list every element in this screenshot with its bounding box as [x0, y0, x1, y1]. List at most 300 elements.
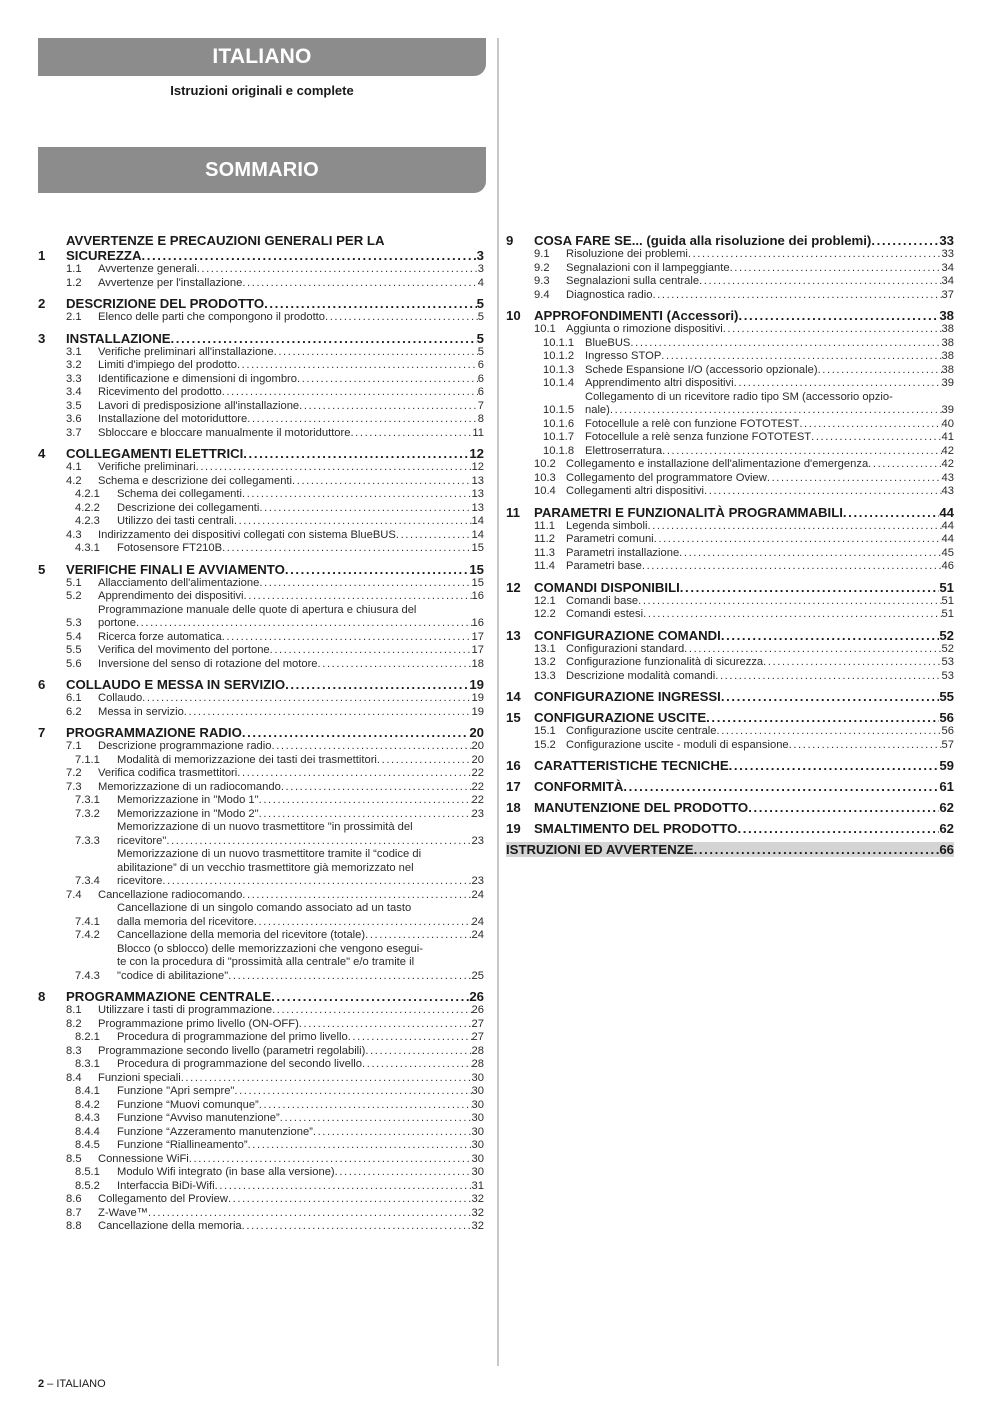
dot-leader	[171, 331, 477, 346]
toc-page-number: 61	[939, 779, 954, 794]
dot-leader	[818, 364, 942, 378]
toc-page-number: 13	[471, 474, 484, 487]
toc-row	[38, 794, 484, 808]
toc-entry-text	[117, 754, 472, 768]
toc-page-number: 43	[941, 471, 954, 484]
toc-entry-title: Inversione del senso di rotazione del motore	[98, 657, 318, 670]
toc-page-number: 24	[471, 929, 484, 941]
section-number: 10.1.7	[543, 431, 575, 443]
section-number: 8.4.1	[75, 1085, 100, 1097]
chapter-number: 14	[506, 689, 521, 704]
toc-entry-title: Utilizzare i tasti di programmazione	[98, 1004, 273, 1016]
toc-entry-text	[117, 794, 472, 808]
dot-leader	[721, 628, 940, 643]
toc-row	[506, 289, 954, 303]
chapter-number: 2	[38, 296, 46, 311]
toc-entry-title: Ingresso STOP	[585, 350, 662, 362]
toc-entry-title: CONFIGURAZIONE USCITE	[534, 710, 707, 725]
dot-leader	[297, 373, 478, 387]
dot-leader	[285, 677, 469, 692]
toc-entry-text	[98, 577, 472, 591]
toc-row	[506, 377, 954, 391]
subtitle: Istruzioni originali e complete	[170, 83, 354, 98]
dot-leader	[215, 1180, 472, 1194]
toc-entry-text	[117, 943, 484, 984]
toc-entry-title: Elenco delle parti che compongono il prodotto	[98, 311, 326, 323]
section-number: 2.1	[66, 311, 82, 323]
toc-row	[506, 485, 954, 499]
toc-page-number: 12	[471, 461, 484, 473]
toc-row	[38, 386, 484, 400]
toc-page-number: 3	[476, 248, 484, 263]
toc-entry-title-cont: ricevitore	[117, 875, 163, 887]
section-number: 1.1	[66, 263, 82, 275]
toc-page-number: 15	[469, 561, 484, 577]
toc-entry-title: Cancellazione di un singolo comando associato ad un tasto	[117, 902, 412, 914]
toc-entry-title: Avvertenze per l'installazione	[98, 276, 243, 289]
section-number: 8.6	[66, 1193, 82, 1205]
toc-entry-title: Limiti d'impiego del prodotto	[98, 359, 237, 371]
toc-entry-title: Memorizzazione in "Modo 1"	[117, 794, 259, 806]
toc-entry-text	[98, 461, 472, 475]
toc-page-number: 28	[471, 1058, 484, 1070]
toc-page-number: 25	[471, 969, 484, 982]
toc-row	[38, 373, 484, 387]
toc-entry-text	[566, 323, 942, 337]
dot-leader	[228, 970, 471, 984]
dot-leader	[242, 1220, 472, 1234]
toc-entry-text	[117, 515, 472, 529]
toc-entry-text	[566, 275, 942, 289]
toc-entry-text	[117, 1085, 472, 1099]
toc-entry-text	[98, 889, 472, 903]
toc-row	[38, 413, 484, 427]
toc-entry-text	[117, 1126, 472, 1140]
dot-leader	[234, 515, 472, 529]
toc-row	[38, 821, 484, 848]
toc-entry-title: PARAMETRI E FUNZIONALITÀ PROGRAMMABILI	[534, 504, 843, 520]
toc-row	[506, 608, 954, 622]
toc-row	[506, 364, 954, 378]
toc-row	[506, 418, 954, 432]
section-number: 10.4	[534, 485, 556, 497]
toc-page-number: 19	[469, 677, 484, 692]
dot-leader	[610, 404, 942, 418]
section-number: 10.1.6	[543, 417, 575, 430]
toc-row	[38, 1207, 484, 1221]
toc-chapter	[38, 677, 484, 719]
toc-page-number: 42	[941, 444, 954, 457]
toc-row	[506, 458, 954, 472]
section-number: 7.1.1	[75, 753, 100, 766]
toc-entry-text	[66, 296, 477, 311]
toc-entry-title: Ricerca forze automatica	[98, 630, 222, 643]
toc-page-number: 26	[469, 989, 484, 1004]
section-number: 6.1	[66, 692, 82, 704]
toc-entry-title: Memorizzazione in "Modo 2"	[117, 807, 259, 820]
toc-entry-text	[98, 386, 478, 400]
toc-page-number: 34	[941, 261, 954, 274]
toc-entry-title: Procedura di programmazione del secondo livello	[117, 1058, 363, 1070]
toc-page-number: 17	[471, 630, 484, 643]
toc-chapter-line	[506, 233, 954, 248]
toc-entry-title: Funzione “Riallineamento”	[117, 1139, 248, 1151]
toc-page-number: 32	[471, 1206, 484, 1219]
chapter-number: 9	[506, 233, 514, 248]
toc-entry-title: Fotosensore FT210B	[117, 542, 223, 554]
toc-entry-text	[98, 590, 472, 604]
toc-page-number: 44	[939, 504, 954, 520]
section-number: 8.5.1	[75, 1166, 100, 1178]
toc-page-number: 56	[941, 725, 954, 737]
toc-page-number: 33	[941, 248, 954, 260]
toc-entry-text	[98, 740, 472, 754]
dot-leader	[688, 248, 942, 262]
dot-leader	[652, 289, 941, 303]
toc-entry-text	[566, 725, 942, 739]
dot-leader	[730, 262, 942, 276]
toc-chapter	[506, 821, 954, 836]
toc-page-number: 12	[469, 446, 484, 461]
chapter-number: 4	[38, 446, 46, 461]
chapter-number: 12	[506, 579, 521, 595]
toc-row	[38, 781, 484, 795]
language-banner: ITALIANO	[38, 38, 486, 76]
toc-page-number: 22	[471, 767, 484, 779]
toc-entry-title: Parametri base	[566, 560, 642, 572]
toc-entry-text	[98, 631, 472, 645]
section-number: 7.4.3	[75, 969, 100, 982]
toc-entry-cont	[117, 835, 484, 849]
toc-entry-text	[566, 520, 942, 534]
dot-leader	[259, 1099, 472, 1113]
toc-row	[38, 767, 484, 781]
dot-leader	[141, 248, 476, 263]
dot-leader	[348, 1031, 472, 1045]
toc-page-number: 5	[477, 311, 484, 323]
toc-entry-title: Diagnostica radio	[566, 288, 653, 301]
toc-entry-title: Sbloccare e bloccare manualmente il motoriduttore	[98, 426, 351, 439]
toc-entry-text	[534, 779, 939, 794]
toc-entry-text	[117, 1031, 472, 1045]
toc-chapter-line	[38, 562, 484, 577]
toc-row	[506, 472, 954, 486]
toc-page-number: 51	[939, 579, 954, 595]
toc-page-number: 43	[941, 485, 954, 497]
toc-entry-text	[98, 644, 472, 658]
toc-entry-title: Connessione WiFi	[98, 1152, 189, 1165]
toc-chapter-line	[38, 446, 484, 461]
toc-row	[38, 577, 484, 591]
toc-entry-text	[98, 658, 472, 672]
section-number: 8.4.4	[75, 1125, 100, 1138]
toc-entry-title: INSTALLAZIONE	[66, 330, 171, 346]
dot-leader	[699, 275, 941, 289]
dot-leader	[259, 577, 471, 591]
section-number: 11.2	[534, 533, 555, 545]
dot-leader	[694, 842, 940, 857]
toc-entry-text	[566, 643, 942, 657]
toc-page-number: 30	[471, 1071, 484, 1084]
chapter-number: 6	[38, 677, 46, 692]
toc-entry-text	[117, 1166, 472, 1180]
toc-entry-title: Fotocellule a relè con funzione FOTOTEST	[585, 417, 800, 430]
toc-row	[38, 1193, 484, 1207]
dot-leader	[623, 779, 939, 794]
toc-page-number: 33	[939, 233, 954, 248]
dot-leader	[148, 1207, 472, 1221]
section-number: 4.2	[66, 474, 82, 487]
dot-leader	[166, 835, 471, 849]
toc-entry-title: Comandi estesi	[566, 608, 644, 620]
chapter-number: 19	[506, 821, 521, 836]
toc-page-number: 32	[471, 1193, 484, 1205]
toc-entry-cont	[66, 248, 484, 263]
dot-leader	[242, 277, 477, 291]
toc-entry-title-mid: abilitazione” di un vecchio trasmettitore già memorizzato nel	[117, 861, 414, 874]
toc-entry-text	[117, 1180, 472, 1194]
section-number: 7.3	[66, 780, 82, 793]
toc-page-number: 40	[941, 417, 954, 430]
toc-page-number: 38	[941, 323, 954, 335]
toc-entry-text	[98, 692, 472, 706]
toc-page-number: 44	[941, 533, 954, 545]
toc-entry-text	[98, 359, 478, 373]
toc-entry-text	[66, 725, 469, 740]
toc-row	[506, 350, 954, 364]
toc-row	[38, 1018, 484, 1032]
section-number: 3.3	[66, 372, 82, 385]
toc-chapter	[506, 758, 954, 773]
toc-page-number: 51	[941, 608, 954, 620]
toc-page-number: 26	[471, 1004, 484, 1016]
dot-leader	[642, 560, 942, 574]
toc-entry-text	[98, 1018, 472, 1032]
toc-entry-title: Elettroserratura	[585, 444, 663, 457]
section-number: 4.1	[66, 461, 82, 473]
dot-leader	[734, 377, 942, 391]
section-number: 7.1	[66, 740, 82, 752]
toc-page-number: 38	[941, 350, 954, 362]
toc-chapter-line	[38, 331, 484, 346]
toc-entry-title: Configurazione funzionalità di sicurezza	[566, 656, 764, 668]
chapter-number: 16	[506, 758, 521, 773]
toc-entry-text	[117, 488, 472, 502]
toc-entry-text	[585, 431, 942, 445]
toc-row	[38, 461, 484, 475]
dot-leader	[763, 656, 941, 670]
toc-row	[506, 391, 954, 418]
section-number: 7.3.3	[75, 834, 100, 847]
chapter-number: 18	[506, 800, 521, 815]
section-number: 11.1	[534, 519, 555, 532]
toc-chapter	[506, 689, 954, 704]
dot-leader	[721, 689, 939, 704]
toc-entry-text	[98, 413, 478, 427]
toc-entry-text	[98, 781, 472, 795]
section-number: 8.2	[66, 1017, 82, 1030]
toc-entry-title: CARATTERISTICHE TECNICHE	[534, 758, 729, 773]
toc-page-number: 30	[471, 1152, 484, 1165]
toc-entry-text	[98, 1193, 472, 1207]
toc-page-number: 31	[471, 1179, 484, 1192]
toc-entry-title: Schema e descrizione dei collegamenti	[98, 474, 293, 487]
toc-entry-text	[566, 670, 942, 684]
section-number: 6.2	[66, 705, 82, 718]
toc-chapter	[506, 842, 954, 857]
toc-page-number: 42	[941, 458, 954, 470]
toc-entry-text	[585, 418, 942, 432]
toc-entry-cont	[117, 970, 484, 984]
dot-leader	[184, 706, 472, 720]
dot-leader	[299, 400, 478, 414]
toc-entry-text	[534, 710, 939, 725]
dot-leader	[715, 670, 941, 684]
dot-leader	[244, 590, 472, 604]
section-number: 9.2	[534, 261, 550, 274]
column-divider	[497, 38, 499, 1366]
toc-entry-title: CONFORMITÀ	[534, 779, 624, 794]
dot-leader	[717, 725, 942, 739]
toc-entry-title: DESCRIZIONE DEL PRODOTTO	[66, 296, 265, 311]
toc-row	[506, 323, 954, 337]
section-number: 15.1	[534, 725, 556, 737]
toc-entry-text	[585, 445, 942, 459]
toc-page-number: 44	[941, 519, 954, 532]
section-number: 11.3	[534, 546, 555, 559]
section-number: 8.7	[66, 1206, 82, 1219]
toc-entry-title-cont: portone	[98, 617, 136, 629]
toc-page-number: 20	[469, 725, 484, 740]
dot-leader	[647, 520, 941, 534]
section-number: 13.3	[534, 669, 556, 682]
dot-leader	[272, 1004, 471, 1018]
toc-row	[38, 929, 484, 943]
dot-leader	[264, 296, 477, 311]
chapter-number: 5	[38, 561, 46, 577]
dot-leader	[365, 1045, 471, 1059]
toc-entry-title: APPROFONDIMENTI (Accessori)	[534, 308, 739, 323]
toc-row	[38, 1085, 484, 1099]
chapter-number: 17	[506, 779, 521, 794]
toc-page-number: 7	[477, 399, 484, 412]
toc-entry-text	[66, 989, 469, 1004]
toc-entry-title: MANUTENZIONE DEL PRODOTTO	[534, 800, 749, 815]
dot-leader	[285, 562, 469, 577]
dot-leader	[680, 580, 940, 595]
section-number: 5.6	[66, 657, 82, 670]
toc-page-number: 39	[941, 377, 954, 389]
toc-page-number: 51	[941, 594, 954, 607]
toc-entry-cont	[117, 875, 484, 889]
toc-page-number: 53	[941, 669, 954, 682]
dot-leader	[738, 308, 939, 323]
toc-chapter	[506, 308, 954, 499]
toc-row	[38, 1139, 484, 1153]
toc-row	[506, 547, 954, 561]
toc-entry-title: Lavori di predisposizione all'installazione	[98, 399, 300, 412]
toc-entry-text	[117, 902, 484, 929]
toc-entry-text	[585, 377, 942, 391]
toc-page-number: 24	[471, 888, 484, 901]
toc-row	[38, 1072, 484, 1086]
dot-leader	[299, 1018, 472, 1032]
dot-leader	[136, 617, 472, 631]
dot-leader	[197, 263, 478, 277]
toc-row	[38, 359, 484, 373]
toc-chapter-line	[38, 296, 484, 311]
toc-chapter-line	[506, 779, 954, 794]
toc-entry-title: Avvertenze generali	[98, 263, 197, 275]
toc-entry-text	[117, 502, 472, 516]
toc-chapter-line	[38, 725, 484, 740]
section-number: 5.1	[66, 576, 82, 589]
dot-leader	[237, 767, 471, 781]
toc-page-number: 39	[941, 404, 954, 416]
toc-entry-title: PROGRAMMAZIONE RADIO	[66, 725, 242, 740]
dot-leader	[242, 889, 471, 903]
section-number: 4.3	[66, 528, 82, 541]
toc-chapter	[38, 331, 484, 441]
dot-leader	[638, 595, 941, 609]
toc-entry-text	[98, 373, 478, 387]
toc-row	[506, 739, 954, 753]
toc-row	[38, 311, 484, 325]
dot-leader	[396, 529, 472, 543]
toc-row	[38, 502, 484, 516]
section-number: 4.2.3	[75, 515, 100, 527]
toc-entry-title: Modalità di memorizzazione dei tasti dei trasmettitori	[117, 753, 377, 766]
toc-row	[38, 740, 484, 754]
dot-leader	[868, 458, 941, 472]
section-number: 8.4.3	[75, 1112, 100, 1124]
toc-entry-text	[98, 346, 478, 360]
toc-entry-title: Apprendimento altri dispositivi	[585, 377, 734, 389]
dot-leader	[706, 710, 939, 725]
toc-entry-text	[566, 248, 942, 262]
toc-page-number: 3	[477, 263, 484, 275]
toc-page-number: 15	[471, 542, 484, 554]
toc-page-number: 6	[477, 386, 484, 398]
dot-leader	[281, 781, 472, 795]
toc-entry-text	[117, 1139, 472, 1153]
toc-page-number: 14	[471, 515, 484, 527]
toc-entry-text	[66, 233, 484, 263]
toc-row	[506, 670, 954, 684]
toc-entry-text	[117, 929, 472, 943]
section-number: 9.1	[534, 248, 550, 260]
dot-leader	[242, 488, 472, 502]
dot-leader	[630, 337, 941, 351]
toc-chapter	[506, 580, 954, 622]
toc-entry-text	[534, 233, 939, 248]
toc-page-number: 34	[941, 275, 954, 287]
toc-chapter-line	[506, 842, 954, 857]
toc-entry-title: CONFIGURAZIONE COMANDI	[534, 627, 721, 643]
toc-page-number: 56	[939, 710, 954, 725]
dot-leader	[162, 875, 471, 889]
chapter-number: 8	[38, 989, 46, 1004]
toc-entry-title: Funzione “Avviso manutenzione”	[117, 1112, 280, 1124]
toc-entry-title: Indirizzamento dei dispositivi collegati con sistema BlueBUS	[98, 528, 396, 541]
toc-row	[38, 808, 484, 822]
toc-entry-title: Memorizzazione di un nuovo trasmettitore tramite il “codice di	[117, 848, 422, 860]
toc-page-number: 38	[939, 308, 954, 323]
toc-page-number: 16	[471, 590, 484, 602]
section-number: 5.5	[66, 644, 82, 656]
section-number: 7.4.2	[75, 929, 100, 941]
dot-leader	[271, 740, 471, 754]
